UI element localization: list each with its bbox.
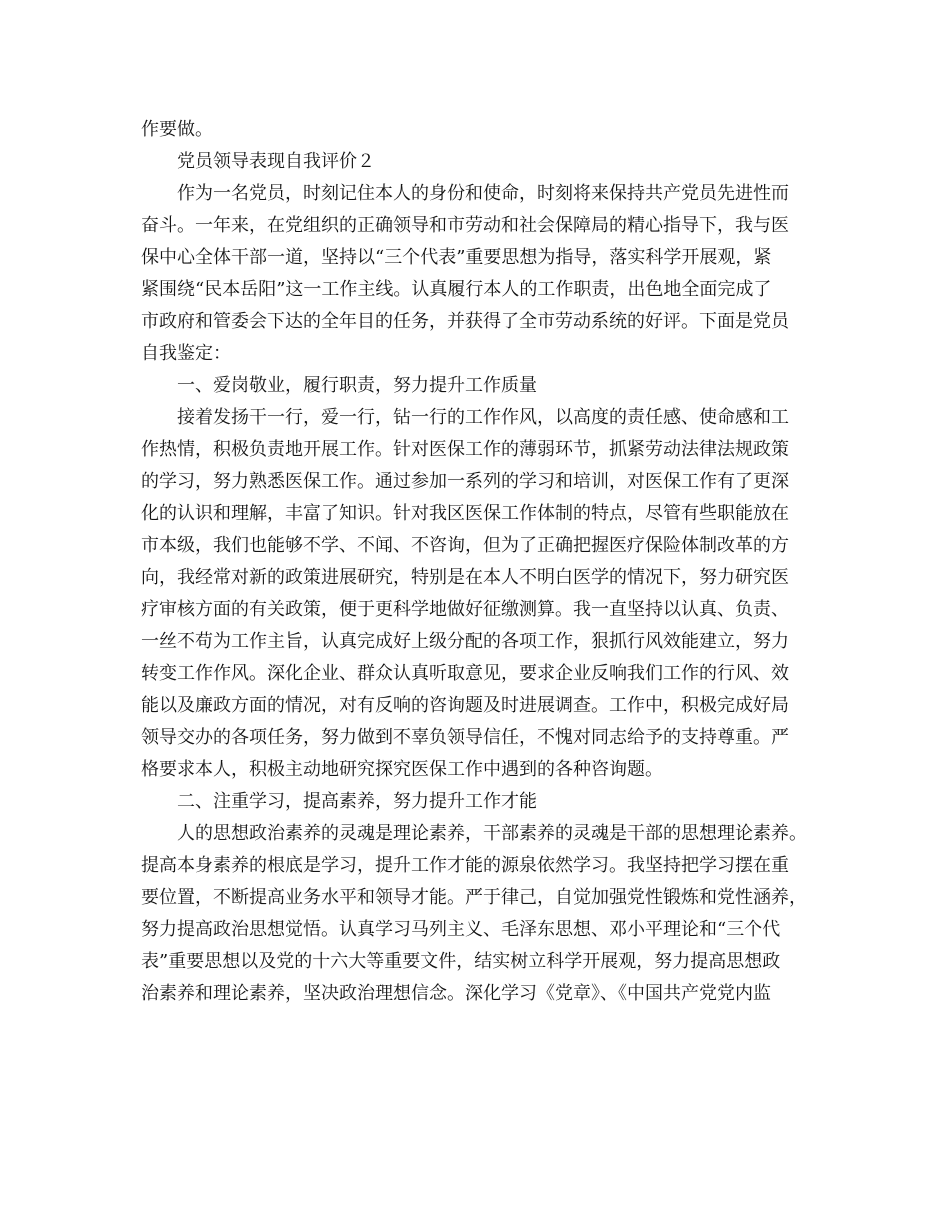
- text-line: 领导交办的各项任务，努力做到不辜负领导信任，不愧对同志给予的支持尊重。严: [141, 727, 789, 748]
- text-line: 化的认识和理解，丰富了知识。针对我区医保工作体制的特点，尽管有些职能放在: [141, 503, 789, 524]
- text-line: 治素养和理论素养，坚决政治理想信念。深化学习《党章》、《中国共产党党内监: [141, 983, 771, 1004]
- text-line: 作要做。: [141, 119, 213, 140]
- text-line: 人的思想政治素养的灵魂是理论素养，干部素养的灵魂是干部的思想理论素养。: [177, 823, 807, 844]
- text-line: 二、注重学习，提高素养，努力提升工作才能: [177, 791, 537, 812]
- text-line: 市政府和管委会下达的全年目的任务，并获得了全市劳动系统的好评。下面是党员: [141, 311, 789, 332]
- text-line: 要位置，不断提高业务水平和领导才能。严于律己，自觉加强党性锻炼和党性涵养，: [141, 887, 807, 908]
- text-line: 转变工作作风。深化企业、群众认真听取意见，要求企业反响我们工作的行风、效: [141, 663, 789, 684]
- text-line: 向，我经常对新的政策进展研究，特别是在本人不明白医学的情况下，努力研究医: [141, 567, 789, 588]
- text-line: 疗审核方面的有关政策，便于更科学地做好征缴测算。我一直坚持以认真、负责、: [141, 599, 789, 620]
- text-line: 一、爱岗敬业，履行职责，努力提升工作质量: [177, 375, 537, 396]
- text-line: 的学习，努力熟悉医保工作。通过参加一系列的学习和培训，对医保工作有了更深: [141, 471, 789, 492]
- text-line: 能以及廉政方面的情况，对有反响的咨询题及时进展调查。工作中，积极完成好局: [141, 695, 789, 716]
- text-line: 保中心全体干部一道，坚持以“三个代表”重要思想为指导，落实科学开展观，紧: [141, 247, 772, 268]
- text-line: 表”重要思想以及党的十六大等重要文件，结实树立科学开展观，努力提高思想政: [141, 951, 781, 972]
- text-line: 作热情，积极负责地开展工作。针对医保工作的薄弱环节，抓紧劳动法律法规政策: [141, 439, 789, 460]
- text-line: 奋斗。一年来，在党组织的正确领导和市劳动和社会保障局的精心指导下，我与医: [141, 215, 789, 236]
- text-line: 自我鉴定：: [141, 343, 231, 364]
- text-line: 格要求本人，积极主动地研究探究医保工作中遇到的各种咨询题。: [141, 759, 663, 780]
- document-page: [141, 114, 821, 1010]
- text-line: 作为一名党员，时刻记住本人的身份和使命，时刻将来保持共产党员先进性而: [177, 183, 789, 204]
- text-line: 市本级，我们也能够不学、不闻、不咨询，但为了正确把握医疗保险体制改革的方: [141, 535, 789, 556]
- text-line: 一丝不苟为工作主旨，认真完成好上级分配的各项工作，狠抓行风效能建立，努力: [141, 631, 789, 652]
- text-line: 紧围绕“民本岳阳”这一工作主线。认真履行本人的工作职责，出色地全面完成了: [141, 279, 772, 300]
- text-line: 努力提高政治思想觉悟。认真学习马列主义、毛泽东思想、邓小平理论和“三个代: [141, 919, 781, 940]
- text-line: 提高本身素养的根底是学习，提升工作才能的源泉依然学习。我坚持把学习摆在重: [141, 855, 789, 876]
- text-line: 党员领导表现自我评价２: [177, 151, 375, 172]
- text-line: 接着发扬干一行，爱一行，钻一行的工作作风，以高度的责任感、使命感和工: [177, 407, 789, 428]
